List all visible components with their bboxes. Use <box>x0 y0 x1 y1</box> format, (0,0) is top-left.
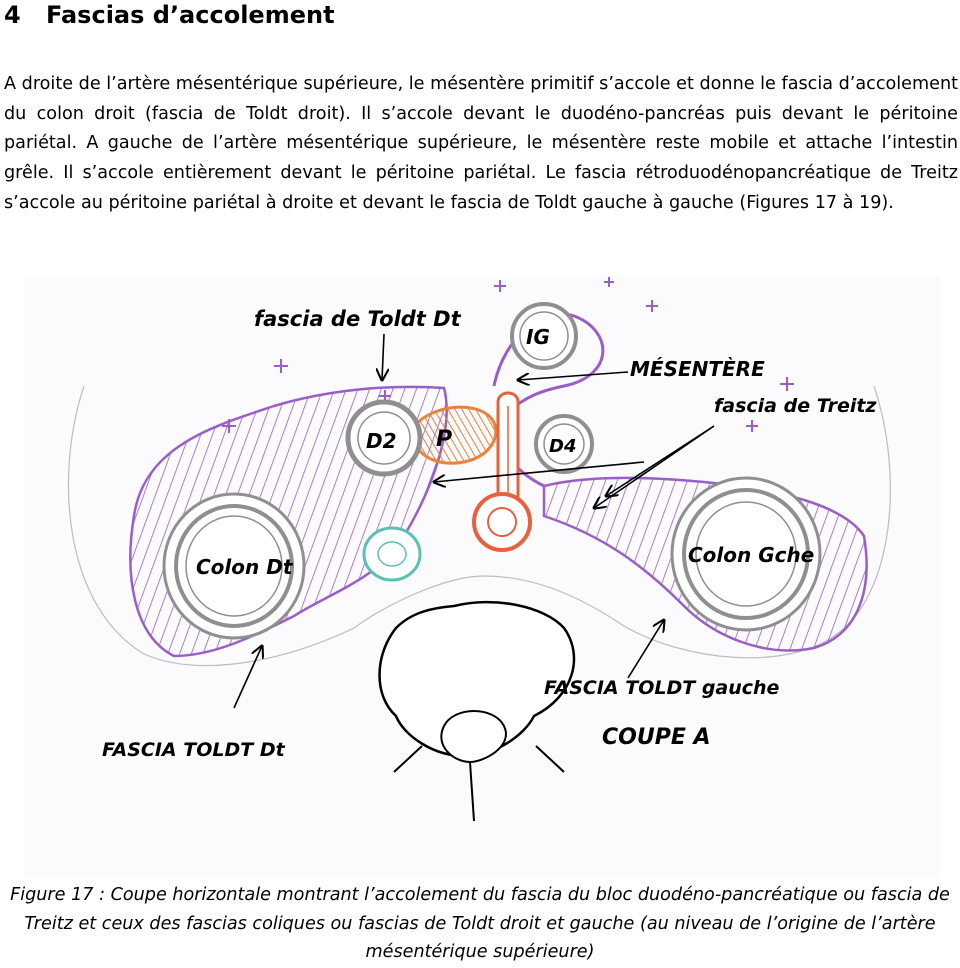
body-paragraph: A droite de l’artère mésentérique supérieure, le mésentère primitif s’accole et donne le fascia d’accolement du colon droit (fascia de Toldt droit). Il s’accole devant le duodéno-pancréas puis devant le péritoine pariétal. A gauche de l’artère mésentérique supérieure, le mésentère reste mobile et attache l’intestin grêle. Il s’accole entièrement devant le péritoine pariétal. Le fascia rétroduodénopancréatique de Treitz s’accole au péritoine pariétal à droite et devant le fascia de Toldt gauche à gauche (Figures 17 à 19). <box>4 74 958 213</box>
duodenum-d2 <box>348 402 420 474</box>
colon-left-label: Colon Gche <box>688 543 815 567</box>
pancreas <box>413 407 496 463</box>
label-fascia-toldt-bottom: FASCIA TOLDT Dt <box>102 739 285 761</box>
label-fascia-toldt-gauche: FASCIA TOLDT gauche <box>544 677 780 699</box>
d2-label: D2 <box>366 429 397 453</box>
colon-right-label: Colon Dt <box>196 555 293 579</box>
figure-caption: Figure 17 : Coupe horizontale montrant l’accolement du fascia du bloc duodéno-pancréatique ou fascia de Treitz et ceux des fascias coliques ou fascias de Toldt droit et gauche (au niveau de l’origine de l’artère mésentérique supérieure) <box>10 885 950 962</box>
label-fascia-treitz: fascia de Treitz <box>714 395 877 417</box>
section-heading <box>4 0 335 32</box>
small-intestine <box>512 304 576 368</box>
p-label: P <box>436 427 453 452</box>
section-number: 4 <box>4 1 21 29</box>
colon-right <box>164 494 304 638</box>
label-coupe: COUPE A <box>602 725 711 750</box>
colon-left <box>672 478 820 630</box>
section-title: Fascias d’accolement <box>46 1 335 29</box>
ig-label: IG <box>526 325 550 349</box>
d4-label: D4 <box>549 436 577 457</box>
label-fascia-toldt-top: fascia de Toldt Dt <box>254 307 461 331</box>
duodenum-d4 <box>536 416 592 472</box>
label-mesentere: MÉSENTÈRE <box>630 357 765 381</box>
anatomical-drawing <box>24 276 940 878</box>
vena-cava <box>364 528 420 580</box>
